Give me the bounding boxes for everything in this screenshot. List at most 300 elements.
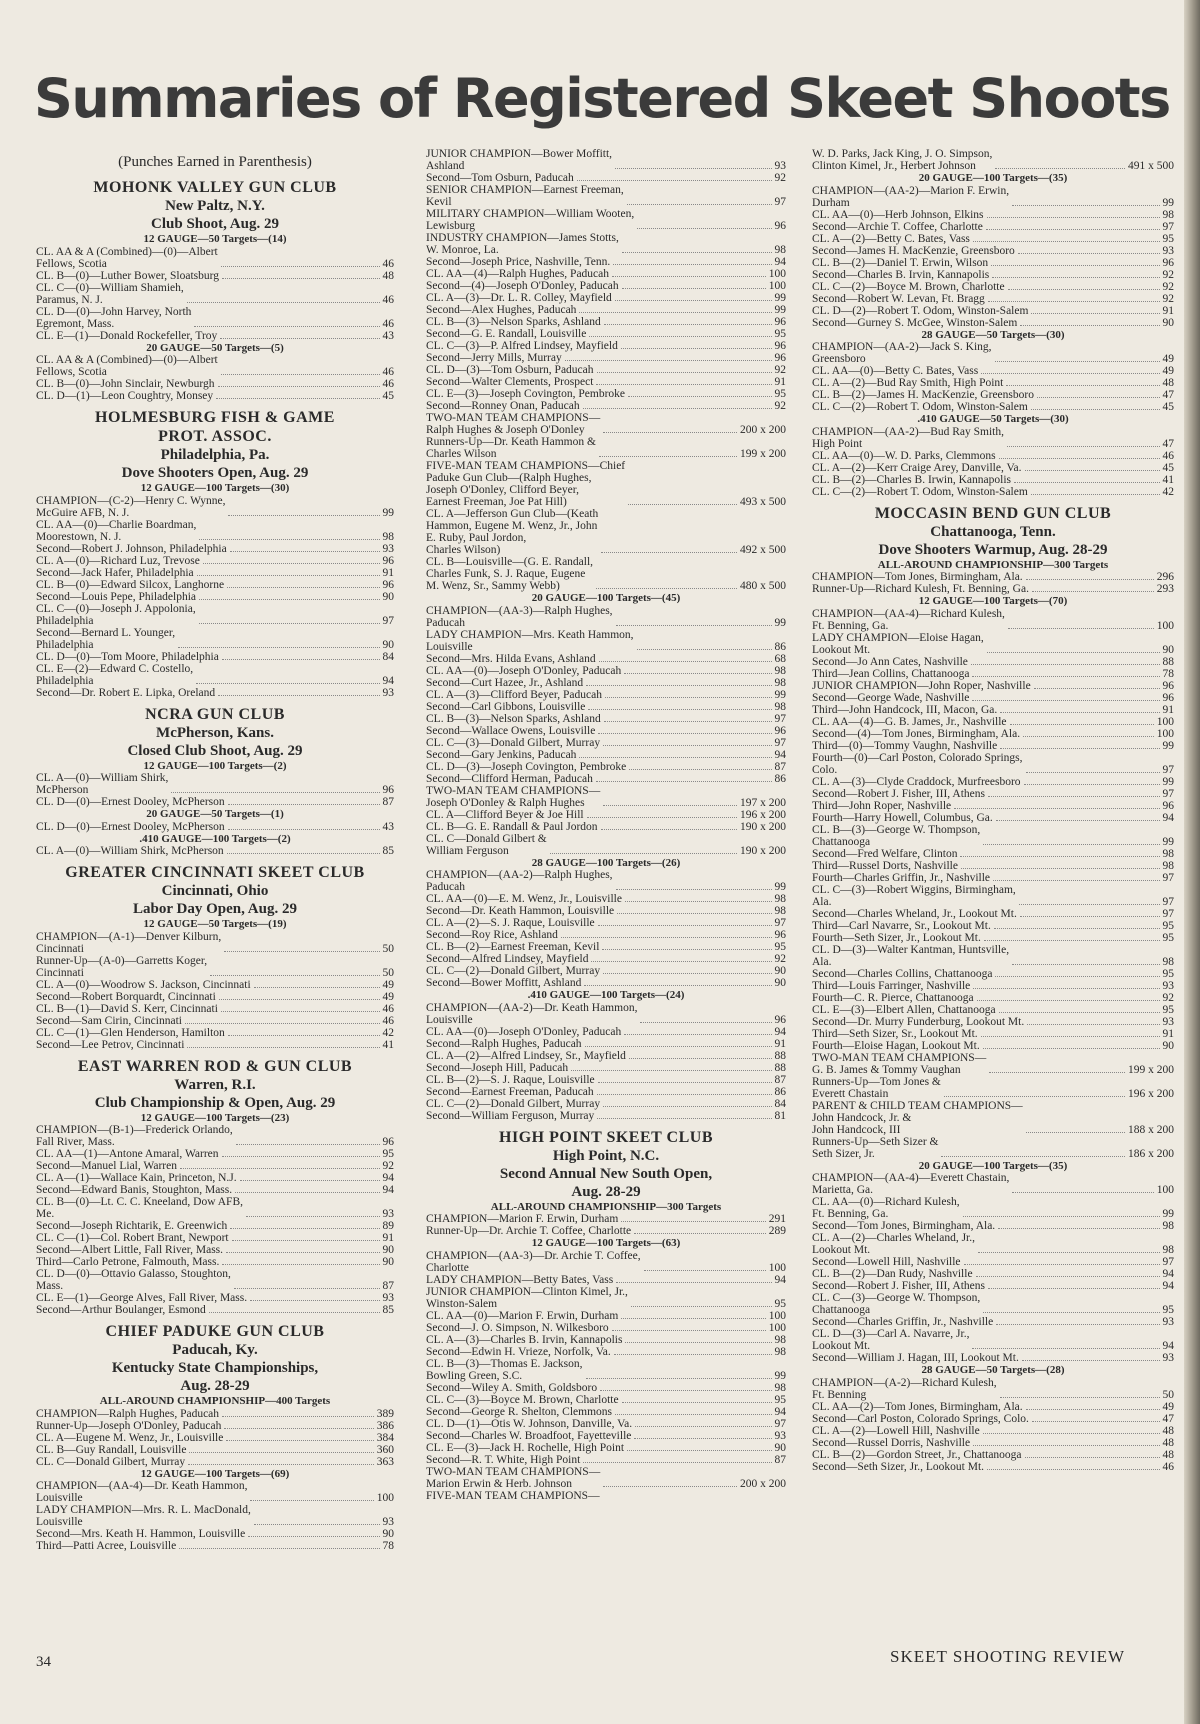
dot-leader (941, 1156, 1125, 1157)
result-score: 49 (382, 990, 394, 1003)
result-score: 97 (774, 196, 786, 208)
result-row (426, 677, 786, 689)
dot-leader (1010, 724, 1154, 725)
event-title: Dove Shooters Warmup, Aug. 28-29 (878, 541, 1108, 558)
club-location: Philadelphia, Pa. (160, 447, 270, 463)
dot-leader (235, 1192, 379, 1193)
result-row (36, 651, 394, 663)
dot-leader (596, 384, 771, 385)
result-score: 93 (382, 542, 394, 555)
result-name: Third—(0)—Tommy Vaughn, Nashville (812, 739, 998, 752)
dot-leader (954, 808, 1159, 809)
result-score: 48 (1162, 1424, 1174, 1437)
dot-leader (587, 817, 737, 818)
result-name: CL. B—(0)—John Sinclair, Newburgh (36, 378, 215, 390)
dot-leader (978, 1252, 1160, 1253)
result-row (812, 583, 1174, 595)
dot-leader (1023, 736, 1154, 737)
result-score: 86 (774, 640, 786, 653)
page-headline: Summaries of Registered Skeet Shoots (34, 67, 1170, 130)
result-row (426, 1442, 786, 1454)
result-name: CL. E—(2)—Edward C. Costello, Philadelphia (36, 662, 194, 687)
dot-leader (1026, 772, 1160, 773)
result-row (812, 908, 1174, 920)
result-score: 90 (1162, 316, 1174, 329)
result-row (426, 1213, 786, 1225)
result-row (36, 627, 394, 651)
result-name: Third—Seth Sizer, Sr., Lookout Mt. (812, 1027, 978, 1040)
result-score: 100 (768, 280, 786, 292)
club-name: HIGH POINT SKEET CLUB (499, 1128, 713, 1146)
result-name: CL. E—(1)—Donald Rockefeller, Troy (36, 329, 218, 342)
result-name: CL. AA—(2)—Tom Jones, Birmingham, Ala. (812, 1400, 1023, 1413)
result-name: CL. AA—(0)—W. D. Parks, Clemmons (812, 449, 996, 462)
dot-leader (1031, 409, 1160, 410)
dot-leader (179, 1548, 379, 1549)
result-name: Second—Charles W. Broadfoot, Fayetteville (426, 1429, 632, 1442)
result-name: Second—Bower Moffitt, Ashland (426, 977, 582, 989)
result-name: CL. AA—(0)—Richard Kulesh, Ft. Benning, Ga. (812, 1196, 960, 1220)
dot-leader (185, 1023, 380, 1024)
result-row (812, 824, 1174, 848)
result-score: 43 (382, 329, 394, 342)
result-row (36, 1244, 394, 1256)
dot-leader (248, 1536, 379, 1537)
result-row (426, 1334, 786, 1346)
dot-leader (246, 1216, 380, 1217)
result-score: 91 (1162, 304, 1174, 317)
dot-leader (250, 1500, 373, 1501)
result-name: CL. E—(3)—Joseph Covington, Pembroke (426, 388, 625, 400)
dot-leader (1014, 482, 1160, 483)
result-row (36, 1504, 394, 1528)
dot-leader (197, 575, 380, 576)
result-row (812, 1136, 1174, 1160)
result-score: 100 (1156, 1184, 1174, 1196)
result-name: Second—George R. Shelton, Clemmons (426, 1405, 613, 1418)
dot-leader (584, 985, 771, 986)
result-score: 46 (382, 257, 394, 270)
result-row (36, 955, 394, 979)
result-row (812, 1316, 1174, 1328)
result-score: 100 (768, 1261, 786, 1274)
dot-leader (224, 1428, 373, 1429)
result-row (426, 1382, 786, 1394)
result-score: 45 (1162, 461, 1174, 474)
dot-leader (983, 1312, 1159, 1313)
dot-leader (591, 961, 771, 962)
gauge-heading: 28 GAUGE—50 Targets—(28) (921, 1364, 1065, 1376)
dot-leader (622, 1402, 772, 1403)
result-row (812, 608, 1174, 632)
result-name: CL. AA—(1)—Antone Amaral, Warren (36, 1148, 219, 1160)
result-score: 493 x 500 (740, 496, 786, 508)
result-row (812, 932, 1174, 944)
result-score: 93 (774, 1429, 786, 1442)
result-row (812, 486, 1174, 498)
result-row (426, 1086, 786, 1098)
result-name: Second—Gary Jenkins, Paducah (426, 748, 577, 761)
dot-leader (971, 664, 1160, 665)
result-name: Runners-Up—Dr. Keath Hammon & Charles Wilson (426, 436, 596, 460)
result-row (812, 1172, 1174, 1196)
result-score: 96 (774, 929, 786, 941)
result-row (426, 1310, 786, 1322)
result-row (36, 1027, 394, 1039)
result-row (36, 1124, 394, 1148)
result-name: Fourth—Seth Sizer, Jr., Lookout Mt. (812, 931, 981, 944)
club-name: HOLMESBURG FISH & GAME PROT. ASSOC. (95, 409, 335, 445)
result-row (426, 1406, 786, 1418)
dot-leader (603, 745, 771, 746)
result-score: 93 (1162, 1316, 1174, 1328)
result-row (426, 1250, 786, 1274)
result-row (812, 752, 1174, 776)
dot-leader (226, 1440, 373, 1441)
result-row (36, 1456, 394, 1468)
result-row (812, 341, 1174, 365)
result-row (426, 773, 786, 785)
result-name: CL. A—(2)—Alfred Lindsey, Sr., Mayfield (426, 1049, 626, 1062)
club-location: Chattanooga, Tenn. (930, 523, 1056, 540)
result-row (426, 1490, 786, 1502)
dot-leader (1037, 397, 1160, 398)
result-score: 360 (376, 1443, 394, 1456)
dot-leader (972, 676, 1159, 677)
dot-leader (1018, 253, 1160, 254)
dot-leader (222, 1416, 374, 1417)
dot-leader (224, 951, 379, 952)
result-name: CL. A—(0)—William Shirk, McPherson (36, 772, 169, 796)
club-location: McPherson, Kans. (156, 724, 274, 741)
result-score: 46 (382, 378, 394, 390)
result-row (36, 1540, 394, 1552)
dot-leader (1031, 494, 1160, 495)
result-name: CHAMPION—(AA-3)—Ralph Hughes, Paducah (426, 604, 613, 629)
result-row (36, 991, 394, 1003)
result-name: Second—Sam Cirin, Cincinnati (36, 1014, 182, 1027)
result-name: Second—Charles Collins, Chattanooga (812, 967, 993, 980)
result-row (36, 330, 394, 342)
result-score: 90 (774, 977, 786, 989)
dot-leader (210, 975, 379, 976)
dot-leader (196, 683, 379, 684)
dot-leader (1000, 712, 1159, 713)
result-score: 97 (1162, 220, 1174, 233)
result-score: 47 (1162, 1412, 1174, 1425)
result-name: CL. C—(2)—Robert T. Odom, Winston-Salem (812, 401, 1028, 413)
result-row (426, 1322, 786, 1334)
result-name: CHAMPION—(AA-2)—Dr. Keath Hammon, Louisville (426, 1001, 638, 1026)
result-row (812, 257, 1174, 269)
dot-leader (625, 1342, 771, 1343)
result-score: 363 (376, 1455, 394, 1468)
dot-leader (944, 1096, 1125, 1097)
gauge-heading: 20 GAUGE—100 Targets—(45) (531, 592, 681, 604)
result-score: 96 (1162, 256, 1174, 269)
result-name: CHAMPION—(AA-2)—Marion F. Erwin, Durham (812, 184, 1010, 209)
result-score: 100 (1156, 727, 1174, 740)
result-row (426, 508, 786, 556)
event-title: Closed Club Shoot, Aug. 29 (127, 742, 303, 759)
result-name: CL. AA & A (Combined)—(0)—Albert Fellows, Scotia (36, 354, 218, 378)
result-score: 97 (774, 1417, 786, 1430)
dot-leader (228, 829, 380, 830)
dot-leader (218, 695, 379, 696)
result-score: 199 x 200 (1128, 1063, 1174, 1076)
result-score: 95 (1162, 967, 1174, 980)
result-name: CL. AA—(0)—Charlie Boardman, Moorestown, N. J. (36, 518, 197, 543)
result-score: 95 (1162, 931, 1174, 944)
result-row (426, 965, 786, 977)
dot-leader (983, 1433, 1160, 1434)
column-2 (426, 148, 786, 1502)
result-score: 96 (382, 784, 394, 796)
result-score: 94 (1162, 1340, 1174, 1352)
club-name: EAST WARREN ROD & GUN CLUB (77, 1057, 353, 1075)
result-row (36, 1268, 394, 1292)
result-name: CL. C—(2)—Donald Gilbert, Murray (426, 1097, 601, 1110)
dot-leader (984, 940, 1160, 941)
result-row (812, 281, 1174, 293)
club-name: MOCCASIN BEND GUN CLUB (874, 504, 1112, 522)
result-score: 90 (382, 638, 394, 651)
result-row (812, 185, 1174, 209)
dot-leader (992, 277, 1159, 278)
result-score: 100 (768, 268, 786, 280)
result-score: 94 (774, 256, 786, 268)
dot-leader (981, 373, 1159, 374)
dot-leader (976, 1276, 1160, 1277)
result-name: JUNIOR CHAMPION—John Roper, Nashville (812, 679, 1031, 692)
dot-leader (993, 880, 1159, 881)
result-name: Second—Robert J. Johnson, Philadelphia (36, 542, 227, 555)
result-name: CL. C—(1)—Glen Henderson, Hamilton (36, 1026, 225, 1039)
result-name: CHAMPION—(C-2)—Henry C. Wynne, McGuire AFB, N. J. (36, 494, 226, 519)
result-row (36, 845, 394, 857)
result-row (426, 1394, 786, 1406)
result-row (812, 450, 1174, 462)
result-row (36, 1160, 394, 1172)
result-score: 95 (774, 388, 786, 400)
dot-leader (1025, 1457, 1160, 1458)
result-score: 49 (382, 978, 394, 991)
result-row (812, 1352, 1174, 1364)
result-row (426, 905, 786, 917)
result-row (812, 1040, 1174, 1052)
result-row (812, 1232, 1174, 1256)
result-name: Second—Clifford Herman, Paducah (426, 772, 593, 785)
result-row (36, 555, 394, 567)
result-name: JUNIOR CHAMPION—Bower Moffitt, Ashland (426, 148, 613, 172)
result-name: CL. AA & A (Combined)—(0)—Albert Fellows, Scotia (36, 245, 218, 270)
dot-leader (637, 649, 772, 650)
dot-leader (960, 856, 1159, 857)
result-name: Second—Curt Hazee, Jr., Ashland (426, 676, 584, 689)
dot-leader (219, 999, 380, 1000)
result-name: CL. A—(0)—Richard Luz, Trevose (36, 554, 200, 567)
result-row (812, 571, 1174, 583)
result-name: CL. A—(2)—Bud Ray Smith, High Point (812, 377, 1004, 389)
dot-leader (613, 264, 771, 265)
result-row (812, 776, 1174, 788)
result-score: 42 (382, 1026, 394, 1039)
result-name: CL. A—(0)—Woodrow S. Jackson, Cincinnati (36, 978, 251, 991)
result-name: Second—William J. Hagan, III, Lookout Mt. (812, 1352, 1019, 1364)
gauge-heading: .410 GAUGE—100 Targets—(2) (139, 832, 291, 845)
dot-leader (571, 1070, 771, 1071)
result-score: 190 x 200 (740, 820, 786, 833)
result-score: 100 (1156, 715, 1174, 728)
result-score: 92 (774, 953, 786, 965)
dot-leader (586, 685, 771, 686)
dot-leader (254, 987, 380, 988)
result-score: 98 (774, 244, 786, 256)
result-name: CL. A—Jefferson Gun Club—(Keath Hammon, Eugene M. Wenz, Jr., John E. Ruby, Paul Jordon, Charles Wilson) (426, 508, 599, 556)
result-row (812, 426, 1174, 450)
result-row (36, 772, 394, 796)
dot-leader (598, 1082, 772, 1083)
result-name: CL. AA—(0)—Betty C. Bates, Vass (812, 365, 979, 377)
result-score: 97 (1162, 787, 1174, 800)
result-name: LADY CHAMPION—Mrs. R. L. MacDonald, Louisville (36, 1504, 251, 1528)
result-row (812, 632, 1174, 656)
dot-leader (998, 1228, 1159, 1229)
result-name: CL. B—(3)—Nelson Sparks, Ashland (426, 712, 601, 725)
result-score: 90 (774, 965, 786, 977)
result-name: Runners-Up—Seth Sizer & Seth Sizer, Jr. (812, 1135, 939, 1160)
gauge-heading: 12 GAUGE—100 Targets—(23) (140, 1111, 290, 1124)
result-name: CHAMPION—(A-2)—Richard Kulesh, Ft. Benning (812, 1376, 997, 1401)
gauge-heading: 12 GAUGE—100 Targets—(2) (143, 759, 287, 772)
result-name: Second—Carl Gibbons, Louisville (426, 700, 586, 713)
dot-leader (222, 1156, 380, 1157)
result-score: 99 (1162, 835, 1174, 848)
result-name: Second—Robert W. Levan, Ft. Bragg (812, 292, 985, 305)
result-name: Third—Russel Dorts, Nashville (812, 859, 958, 872)
dot-leader (991, 265, 1159, 266)
result-row (812, 1328, 1174, 1352)
dot-leader (621, 1318, 765, 1319)
column-1 (36, 148, 394, 1552)
page-number: 34 (36, 1654, 51, 1670)
result-row (426, 929, 786, 941)
result-name: CL. B—Guy Randall, Louisville (36, 1443, 187, 1456)
result-name: Second—Seth Sizer, Jr., Lookout Mt. (812, 1460, 985, 1473)
result-name: Runner-Up—Joseph O'Donley, Paducah (36, 1419, 222, 1432)
result-score: 91 (382, 1232, 394, 1244)
dot-leader (216, 398, 379, 399)
result-score: 389 (376, 1407, 394, 1420)
result-score: 91 (1162, 1027, 1174, 1040)
result-name: CL. AA—(0)—Marion F. Erwin, Durham (426, 1309, 619, 1322)
result-name: FIVE-MAN TEAM CHAMPIONS— (426, 1489, 600, 1502)
dot-leader (644, 1270, 766, 1271)
result-score: 81 (774, 1109, 786, 1122)
result-name: TWO-MAN TEAM CHAMPIONS— Ralph Hughes & Joseph O'Donley (426, 412, 601, 436)
result-score: 100 (768, 1321, 786, 1334)
result-name: CL. B—(0)—Luther Bower, Sloatsburg (36, 269, 219, 282)
dot-leader (995, 976, 1159, 977)
result-name: Second—George Wade, Nashville (812, 691, 970, 704)
dot-leader (977, 1000, 1160, 1001)
dot-leader (1032, 591, 1154, 592)
gauge-heading: 20 GAUGE—50 Targets—(5) (146, 341, 284, 354)
magazine-name: SKEET SHOOTING REVIEW (890, 1647, 1126, 1666)
result-score: 48 (1162, 1436, 1174, 1449)
result-score: 92 (774, 400, 786, 412)
result-score: 98 (774, 664, 786, 677)
result-row (426, 953, 786, 965)
result-name: Second—Mrs. Hilda Evans, Ashland (426, 652, 596, 665)
dot-leader (983, 1048, 1160, 1049)
result-score: 384 (376, 1431, 394, 1444)
result-row (812, 1449, 1174, 1461)
dot-leader (988, 1288, 1160, 1289)
result-name: CL. E—(3)—Jack H. Rochelle, High Point (426, 1441, 625, 1454)
result-score: 492 x 500 (740, 544, 786, 556)
result-score: 200 x 200 (740, 1477, 786, 1490)
result-name: CL. A—(2)—Kerr Craige Arey, Danville, Va. (812, 461, 1022, 474)
event-title: Club Championship & Open, Aug. 29 (94, 1094, 336, 1111)
result-name: Second—Walter Clements, Prospect (426, 376, 594, 388)
dot-leader (640, 1022, 771, 1023)
result-row (426, 629, 786, 653)
result-name: CHAMPION—(AA-3)—Dr. Archie T. Coffee, Charlotte (426, 1249, 641, 1274)
result-name: CHAMPION—(B-1)—Frederick Orlando, Fall River, Mass. (36, 1124, 233, 1148)
result-score: 197 x 200 (740, 796, 786, 809)
result-row (812, 656, 1174, 668)
result-name: CL. A—Clifford Beyer & Joe Hill (426, 808, 584, 821)
result-name: CL. AA—(4)—Ralph Hughes, Paducah (426, 268, 610, 280)
result-score: 90 (382, 1256, 394, 1268)
result-score: 296 (1156, 571, 1174, 583)
dot-leader (1012, 1192, 1153, 1193)
club-location: New Paltz, N.Y. (165, 198, 265, 214)
result-row (812, 1292, 1174, 1316)
dot-leader (603, 805, 737, 806)
result-score: 88 (774, 1049, 786, 1062)
dot-leader (550, 853, 737, 854)
result-row (812, 293, 1174, 305)
result-name: CHAMPION—(A-1)—Denver Kilburn, Cincinnati (36, 930, 222, 955)
dot-leader (230, 551, 380, 552)
result-row (426, 364, 786, 376)
dot-leader (171, 792, 379, 793)
dot-leader (996, 1324, 1159, 1325)
dot-leader (616, 889, 772, 890)
result-row (812, 788, 1174, 800)
result-name: Second—Arthur Boulanger, Esmond (36, 1304, 206, 1316)
result-name: CL. C—(3)—Donald Gilbert, Murray (426, 736, 601, 749)
dot-leader (631, 1306, 772, 1307)
dot-leader (194, 326, 379, 327)
result-score: 47 (1162, 389, 1174, 401)
dot-leader (603, 973, 771, 974)
gauge-heading: ALL-AROUND CHAMPIONSHIP—300 Targets (877, 558, 1109, 571)
result-score: 97 (774, 917, 786, 929)
result-score: 85 (382, 1304, 394, 1316)
result-score: 98 (774, 1345, 786, 1358)
result-score: 95 (1162, 1304, 1174, 1316)
dot-leader (565, 360, 772, 361)
result-score: 93 (1162, 979, 1174, 992)
result-score: 91 (774, 1037, 786, 1050)
dot-leader (972, 1348, 1159, 1349)
result-name: Second—Lee Petrov, Cincinnati (36, 1038, 185, 1051)
result-row (36, 821, 394, 833)
result-row (426, 292, 786, 304)
